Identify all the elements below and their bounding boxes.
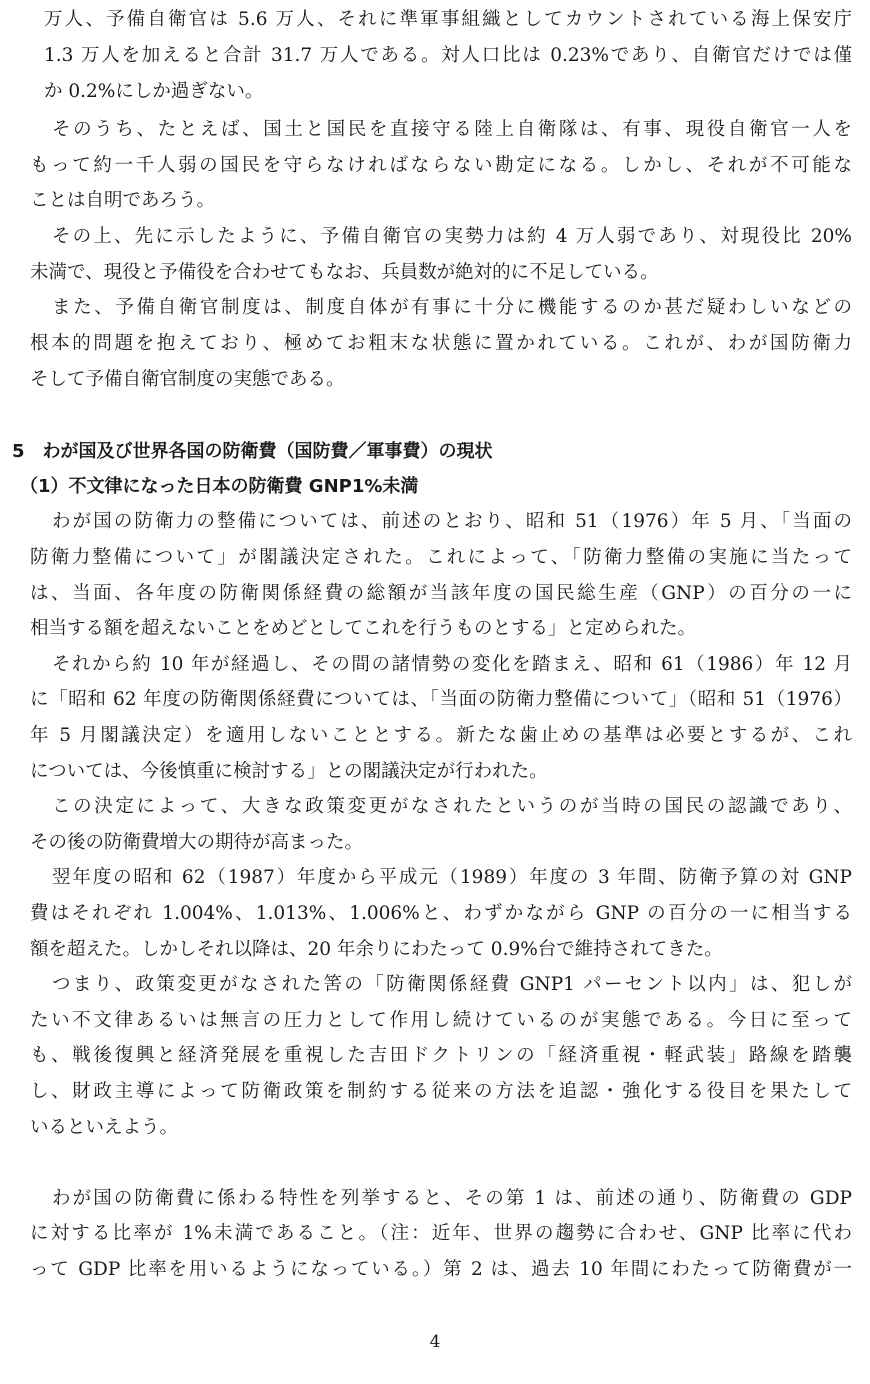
text-line: たい不文律あるいは無言の圧力として作用し続けているのが実態である。今日に至って: [30, 1010, 852, 1031]
section-heading: 5 わが国及び世界各国の防衛費（国防費／軍事費）の現状: [12, 441, 493, 462]
text-line: は、当面、各年度の防衛関係経費の総額が当該年度の国民総生産（GNP）の百分の一に: [30, 583, 852, 604]
text-line: 未満で、現役と予備役を合わせてもなお、兵員数が絶対的に不足している。: [30, 262, 659, 283]
text-line: いるといえよう。: [30, 1117, 179, 1138]
text-line: つまり、政策変更がなされた筈の「防衛関係経費 GNP1 パーセント以内」は、犯しが: [52, 974, 852, 995]
text-line: 万人、予備自衛官は 5.6 万人、それに準軍事組織としてカウントされている海上保安庁: [44, 9, 852, 30]
text-line: 1.3 万人を加えると合計 31.7 万人である。対人口比は 0.23%であり、自衛官だけでは僅: [44, 45, 852, 66]
text-line: し、財政主導によって防衛政策を制約する従来の方法を追認・強化する役目を果たして: [30, 1081, 852, 1102]
text-line: そのうち、たとえば、国土と国民を直接守る陸上自衛隊は、有事、現役自衛官一人を: [52, 119, 852, 140]
text-line: 年 5 月閣議決定）を適用しないこととする。新たな歯止めの基準は必要とするが、これ: [30, 725, 852, 746]
text-line: 根本的問題を抱えており、極めてお粗末な状態に置かれている。これが、わが国防衛力: [30, 333, 852, 354]
text-line: もって約一千人弱の国民を守らなければならない勘定になる。しかし、それが不可能な: [30, 155, 852, 176]
text-line: それから約 10 年が経過し、その間の諸情勢の変化を踏まえ、昭和 61（1986）年 12 月: [52, 654, 852, 675]
text-line: については、今後慎重に検討する」との閣議決定が行われた。: [30, 761, 548, 782]
text-line: も、戦後復興と経済発展を重視した吉田ドクトリンの「経済重視・軽武装」路線を踏襲: [30, 1045, 852, 1066]
text-line: 額を超えた。しかしそれ以降は、20 年余りにわたって 0.9%台で維持されてきた。: [30, 939, 723, 960]
text-line: その後の防衛費増大の期待が高まった。: [30, 832, 364, 853]
text-line: 相当する額を超えないことをめどとしてこれを行うものとする」と定められた。: [30, 618, 697, 639]
text-line: ことは自明であろう。: [30, 190, 216, 211]
text-line: わが国の防衛力の整備については、前述のとおり、昭和 51（1976）年 5 月、「当面の: [52, 511, 852, 532]
text-line: 費はそれぞれ 1.004%、1.013%、1.006%と、わずかながら GNP の百分の一に相当する: [30, 903, 852, 924]
text-line: 翌年度の昭和 62（1987）年度から平成元（1989）年度の 3 年間、防衛予算の対 GNP: [52, 867, 852, 888]
text-line: に対する比率が 1%未満であること。（注：近年、世界の趨勢に合わせ、GNP 比率に代わ: [30, 1223, 852, 1244]
subsection-heading: （1）不文律になった日本の防衛費 GNP1%未満: [20, 476, 419, 497]
text-line: って GDP 比率を用いるようになっている。）第 2 は、過去 10 年間にわたって防衛費が一: [30, 1259, 852, 1280]
text-line: この決定によって、大きな政策変更がなされたというのが当時の国民の認識であり、: [52, 796, 852, 817]
text-line: に「昭和 62 年度の防衛関係経費については、「当面の防衛力整備について」（昭和 51（1976）: [30, 689, 852, 710]
text-line: その上、先に示したように、予備自衛官の実勢力は約 4 万人弱であり、対現役比 20%: [52, 226, 852, 247]
text-line: か 0.2%にしか過ぎない。: [44, 81, 264, 102]
page-number: 4: [429, 1332, 441, 1352]
text-line: わが国の防衛費に係わる特性を列挙すると、その第 1 は、前述の通り、防衛費の GDP: [52, 1188, 852, 1209]
text-line: また、予備自衛官制度は、制度自体が有事に十分に機能するのか甚だ疑わしいなどの: [52, 297, 852, 318]
text-line: そして予備自衛官制度の実態である。: [30, 369, 345, 390]
text-line: 防衛力整備について」が閣議決定された。これによって、「防衛力整備の実施に当たって: [30, 547, 852, 568]
